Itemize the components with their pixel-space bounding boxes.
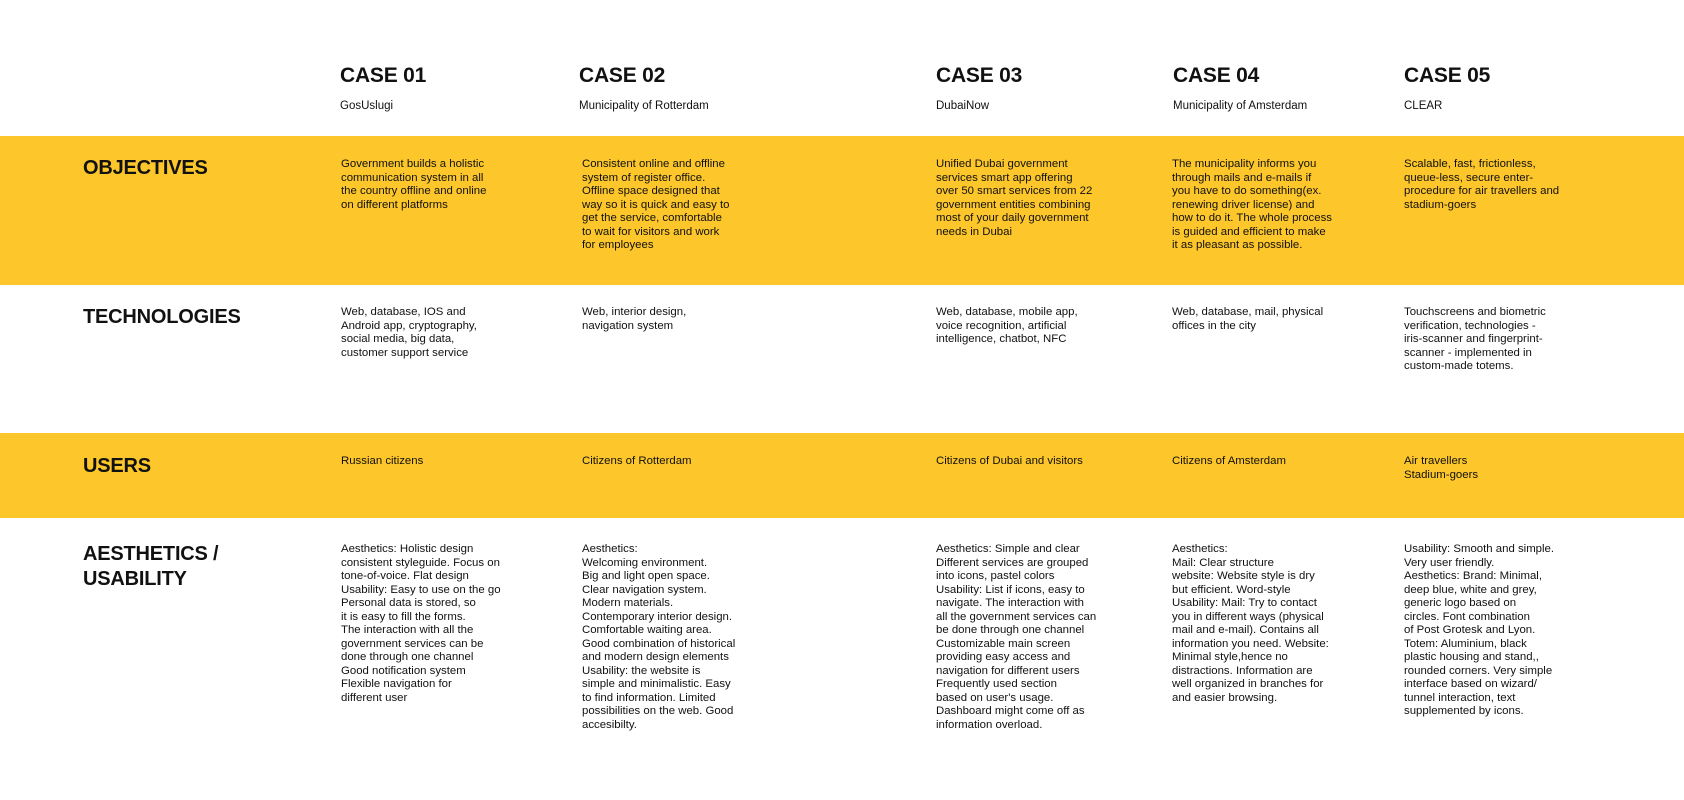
case-05-title: CASE 05 [1404,64,1491,87]
technologies-case-04: Web, database, mail, physical offices in the city [1172,306,1324,332]
row-label-objectives: OBJECTIVES [83,157,208,179]
case-01-subtitle: GosUslugi [340,100,394,112]
objectives-case-01: Government builds a holistic communication system in all the country offline and online on different platforms [341,158,487,211]
case-02-title: CASE 02 [579,64,666,87]
case-02-subtitle: Municipality of Rotterdam [579,100,709,112]
row-label-aesthetics-usability: AESTHETICS / USABILITY [83,543,219,590]
technologies-case-05: Touchscreens and biometric verification, technologies - iris-scanner and fingerprint- scanner - implemented in custom-made totems. [1404,306,1546,372]
row-label-technologies: TECHNOLOGIES [83,306,241,328]
users-case-01: Russian citizens [341,455,424,467]
case-03-title: CASE 03 [936,64,1023,87]
case-04-subtitle: Municipality of Amsterdam [1173,100,1308,112]
row-label-users: USERS [83,455,151,477]
users-case-03: Citizens of Dubai and visitors [936,455,1083,467]
users-case-04: Citizens of Amsterdam [1172,455,1286,467]
aesthetics-case-01: Aesthetics: Holistic design consistent styleguide. Focus on tone-of-voice. Flat design Usability: Easy to use on the go Personal data is stored, so it is easy to fill the forms. The interaction with all the government services can be done through one channel Good notification system Flexible navigation for different user [341,543,501,704]
objectives-case-04: The municipality informs you through mails and e-mails if you have to do something(ex. renewing driver license) and how to do it. The whole process is guided and efficient to make it as pleasant as possible. [1172,158,1332,251]
case-01-title: CASE 01 [340,64,427,87]
objectives-case-02: Consistent online and offline system of register office. Offline space designed that way so it is quick and easy to get the service, comfortable to wait for visitors and work for employees [582,158,730,251]
technologies-case-03: Web, database, mobile app, voice recognition, artificial intelligence, chatbot, NFC [936,306,1078,345]
technologies-case-01: Web, database, IOS and Android app, cryptography, social media, big data, customer support service [341,306,477,359]
aesthetics-case-03: Aesthetics: Simple and clear Different services are grouped into icons, pastel colors Usability: List if icons, easy to navigate. The interaction with all the government services can be done through one channel Customizable main screen providing easy access and navigation for different users Frequently used section based on user's usage. Dashboard might come off as information overload. [936,543,1097,731]
objectives-case-03: Unified Dubai government services smart app offering over 50 smart services from 22 government entities combining most of your daily government needs in Dubai [936,158,1093,238]
users-case-05: Air travellers Stadium-goers [1404,455,1479,481]
users-case-02: Citizens of Rotterdam [582,455,692,467]
case-04-title: CASE 04 [1173,64,1260,87]
aesthetics-case-05: Usability: Smooth and simple. Very user friendly. Aesthetics: Brand: Minimal, deep blue, white and grey, generic logo based on circles. Font combination of Post Grotesk and Lyon. Totem: Aluminium, black plastic housing and stand,, rounded corners. Very simple interface based on wizard/ tunnel interaction, text supplemented by icons. [1404,543,1555,717]
aesthetics-case-02: Aesthetics: Welcoming environment. Big and light open space. Clear navigation system. Modern materials. Contemporary interior design. Comfortable waiting area. Good combination of historical and modern design elements Usability: the website is simple and minimalistic. Easy to find information. Limited possibilities on the web. Good accesibilty. [582,543,736,731]
case-03-subtitle: DubaiNow [936,100,990,112]
case-05-subtitle: CLEAR [1404,100,1443,112]
aesthetics-case-04: Aesthetics: Mail: Clear structure website: Website style is dry but efficient. Word-style Usability: Mail: Try to contact you in different ways (physical mail and e-mail). Contains all information you need. Website: Minimal style,hence no distractions. Information are well organized in branches for and easier browsing. [1172,543,1329,704]
objectives-case-05: Scalable, fast, frictionless, queue-less, secure enter- procedure for air travellers and stadium-goers [1404,158,1560,211]
technologies-case-02: Web, interior design, navigation system [582,306,687,332]
